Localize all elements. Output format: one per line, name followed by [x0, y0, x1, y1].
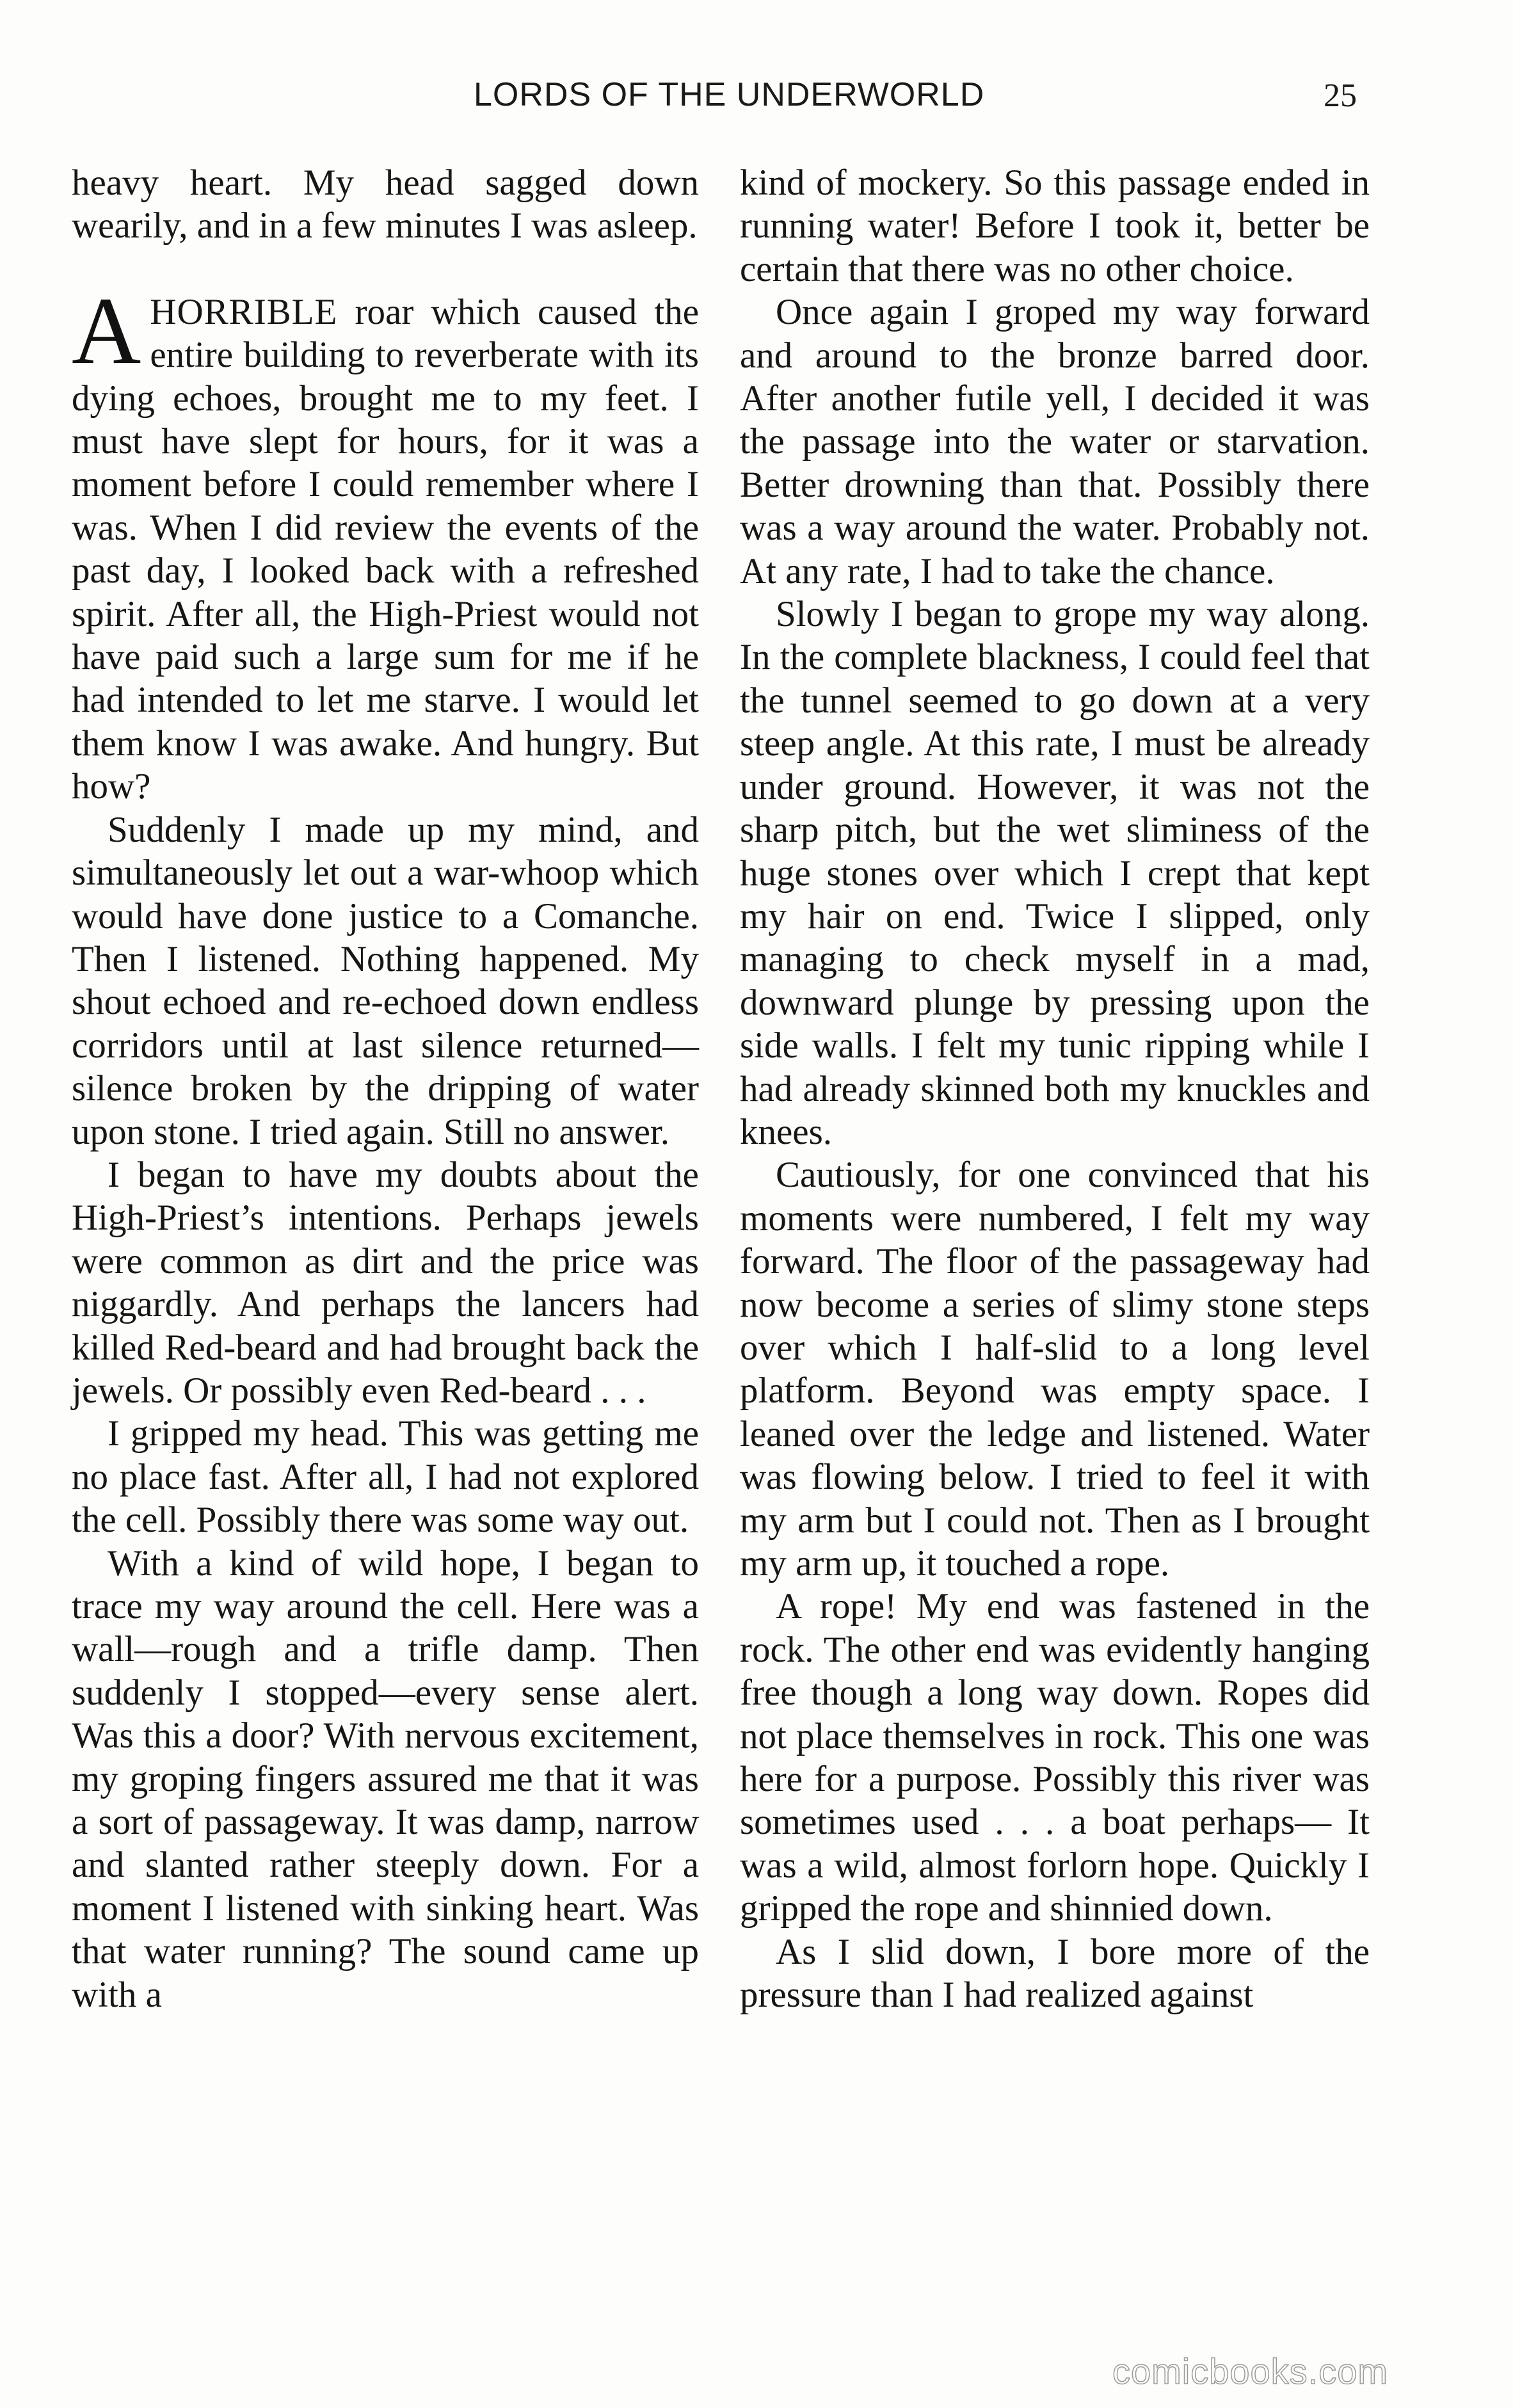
paragraph: Once again I groped my way forward and around to the bronze barred door. After another futile yell, I decided it was the passage into the water or starvation. Better drowning than that. Possibly there was a way around the water. Probably not. At any rate, I had to take the chance.: [740, 292, 1370, 591]
paragraph: I began to have my doubts about the High-Priest’s intentions. Perhaps jewels were common as dirt and the price was niggardly. And perhaps the lancers had killed Red-beard and had brought back the jewels. Or possibly even Red-beard . . .: [72, 1154, 699, 1411]
site-watermark: comicbooks.com: [1112, 2351, 1389, 2391]
page-number: 25: [1324, 77, 1357, 114]
running-head: [0, 76, 1513, 120]
paragraph: Suddenly I made up my mind, and simultaneously let out a war-whoop which would have done justice to a Comanche. Then I listened. Nothing happened. My shout echoed and re-echoed down endless corridors until at last silence returned—silence broken by the dripping of water upon stone. I tried again. Still no answer.: [72, 809, 699, 1152]
right-column: [740, 161, 1370, 2016]
paragraph: Slowly I began to grope my way along. In the complete blackness, I could feel that the tunnel seemed to go down at a very steep angle. At this rate, I must be already under ground. However, it was not the sharp pitch, but the wet sliminess of the huge stones over which I crept that kept my hair on end. Twice I slipped, only managing to check myself in a mad, downward plunge by pressing upon the side walls. I felt my tunic ripping while I had already skinned both my knuckles and knees.: [740, 594, 1370, 1152]
lead-word: HORRIBLE: [150, 291, 338, 332]
paragraph: heavy heart. My head sagged down wearily, and in a few minutes I was asleep.: [72, 163, 699, 246]
paragraph: kind of mockery. So this passage ended in running water! Before I took it, better be certain that there was no other choice.: [740, 163, 1370, 289]
running-title: LORDS OF THE UNDERWORLD: [474, 76, 985, 113]
left-column: [72, 161, 699, 2016]
paragraph: I gripped my head. This was getting me no place fast. After all, I had not explored the cell. Possibly there was some way out.: [72, 1413, 699, 1541]
paragraph: Cautiously, for one convinced that his moments were numbered, I felt my way forward. The floor of the passageway had now become a series of slimy stone steps over which I half-slid to a long level platform. Beyond was empty space. I leaned over the ledge and listened. Water was flowing below. I tried to feel it with my arm but I could not. Then as I brought my arm up, it touched a rope.: [740, 1155, 1370, 1584]
paragraph: A rope! My end was fastened in the rock. The other end was evidently hanging free though a long way down. Ropes did not place themselves in rock. This one was here for a purpose. Possibly this river was sometimes used . . . a boat perhaps— It was a wild, almost forlorn hope. Quickly I gripped the rope and shinnied down.: [740, 1586, 1370, 1929]
paragraph-text: roar which caused the entire building to reverberate with its dying echoes, brought me to my feet. I must have slept for hours, for it was a moment before I could remember where I was. When I did review the events of the past day, I looked back with a refreshed spirit. After all, the High-Priest would not have paid such a large sum for me if he had intended to let me starve. I would let them know I was awake. And hungry. But how?: [72, 291, 699, 807]
paragraph: As I slid down, I bore more of the pressure than I had realized against: [740, 1931, 1370, 2016]
drop-cap: A: [72, 277, 141, 384]
section-opening-paragraph: [72, 277, 699, 808]
paragraph: With a kind of wild hope, I began to trace my way around the cell. Here was a wall—rough and a trifle damp. Then suddenly I stopped—every sense alert. Was this a door? With nervous excitement, my groping fingers assured me that it was a sort of passageway. It was damp, narrow and slanted rather steeply down. For a moment I listened with sinking heart. Was that water running? The sound came up with a: [72, 1543, 699, 2015]
